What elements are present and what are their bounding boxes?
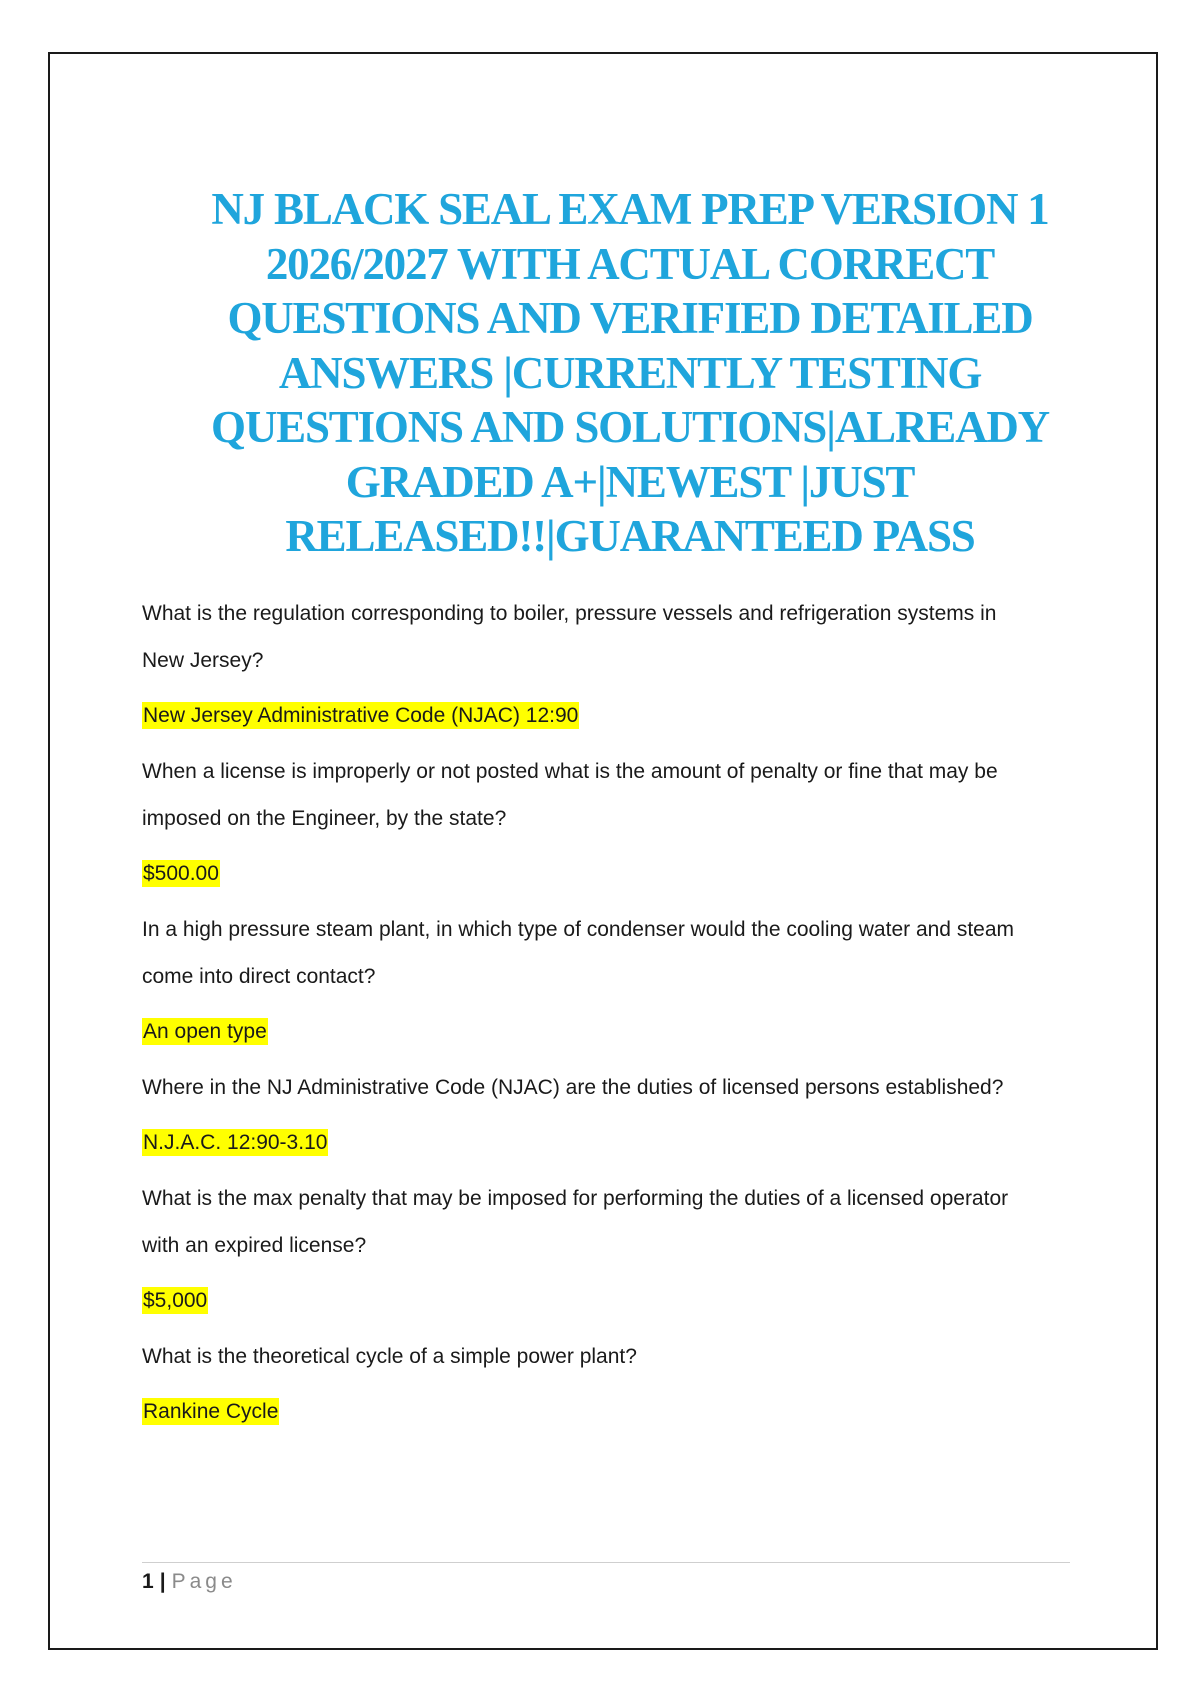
page-footer bbox=[142, 1570, 237, 1594]
document-page bbox=[48, 52, 1158, 1650]
question-text: Where in the NJ Administrative Code (NJAC) are the duties of licensed persons established? bbox=[142, 1076, 1004, 1099]
title-line: NJ BLACK SEAL EXAM PREP VERSION 1 bbox=[211, 184, 1049, 234]
answer-highlight: $5,000 bbox=[143, 1289, 208, 1312]
footer-separator: | bbox=[159, 1570, 166, 1593]
title-line: RELEASED!!|GUARANTEED PASS bbox=[285, 511, 975, 561]
answer-highlight: N.J.A.C. 12:90-3.10 bbox=[143, 1131, 328, 1154]
answer-text bbox=[142, 701, 1092, 731]
qa-item bbox=[142, 590, 1092, 731]
title-line: ANSWERS |CURRENTLY TESTING bbox=[278, 347, 982, 398]
answer-highlight: $500.00 bbox=[143, 862, 219, 885]
qa-item bbox=[142, 748, 1092, 889]
qa-list bbox=[142, 590, 1092, 1444]
title-line: QUESTIONS AND VERIFIED DETAILED bbox=[227, 293, 1033, 343]
question-text: What is the max penalty that may be imposed for performing the duties of a licensed operator with an expired license? bbox=[142, 1187, 1009, 1257]
answer-text bbox=[142, 859, 1092, 889]
question-text: When a license is improperly or not posted what is the amount of penalty or fine that may be imposed on the Engineer, by the state? bbox=[142, 760, 998, 830]
title-line: QUESTIONS AND SOLUTIONS|ALREADY bbox=[211, 402, 1049, 452]
answer-text bbox=[142, 1128, 1092, 1158]
answer-text bbox=[142, 1017, 1092, 1047]
answer-highlight: An open type bbox=[143, 1020, 267, 1043]
question-text: What is the regulation corresponding to boiler, pressure vessels and refrigeration systems in New Jersey? bbox=[142, 602, 997, 672]
page-number: 1 bbox=[142, 1570, 154, 1593]
title-line: 2026/2027 WITH ACTUAL CORRECT bbox=[265, 238, 995, 289]
qa-item bbox=[142, 906, 1092, 1047]
question-text: In a high pressure steam plant, in which type of condenser would the cooling water and steam come into direct contact? bbox=[142, 918, 1015, 988]
answer-highlight: Rankine Cycle bbox=[143, 1400, 279, 1423]
page-label: Page bbox=[171, 1570, 237, 1593]
answer-text bbox=[142, 1397, 1092, 1427]
qa-item bbox=[142, 1175, 1092, 1316]
answer-highlight: New Jersey Administrative Code (NJAC) 12:90 bbox=[143, 704, 579, 727]
title-line: GRADED A+|NEWEST |JUST bbox=[345, 456, 915, 507]
question-text: What is the theoretical cycle of a simple power plant? bbox=[142, 1345, 637, 1368]
footer-divider bbox=[142, 1562, 1070, 1563]
answer-text bbox=[142, 1286, 1092, 1316]
qa-item bbox=[142, 1333, 1092, 1427]
document-title bbox=[190, 182, 1070, 564]
qa-item bbox=[142, 1064, 1092, 1158]
